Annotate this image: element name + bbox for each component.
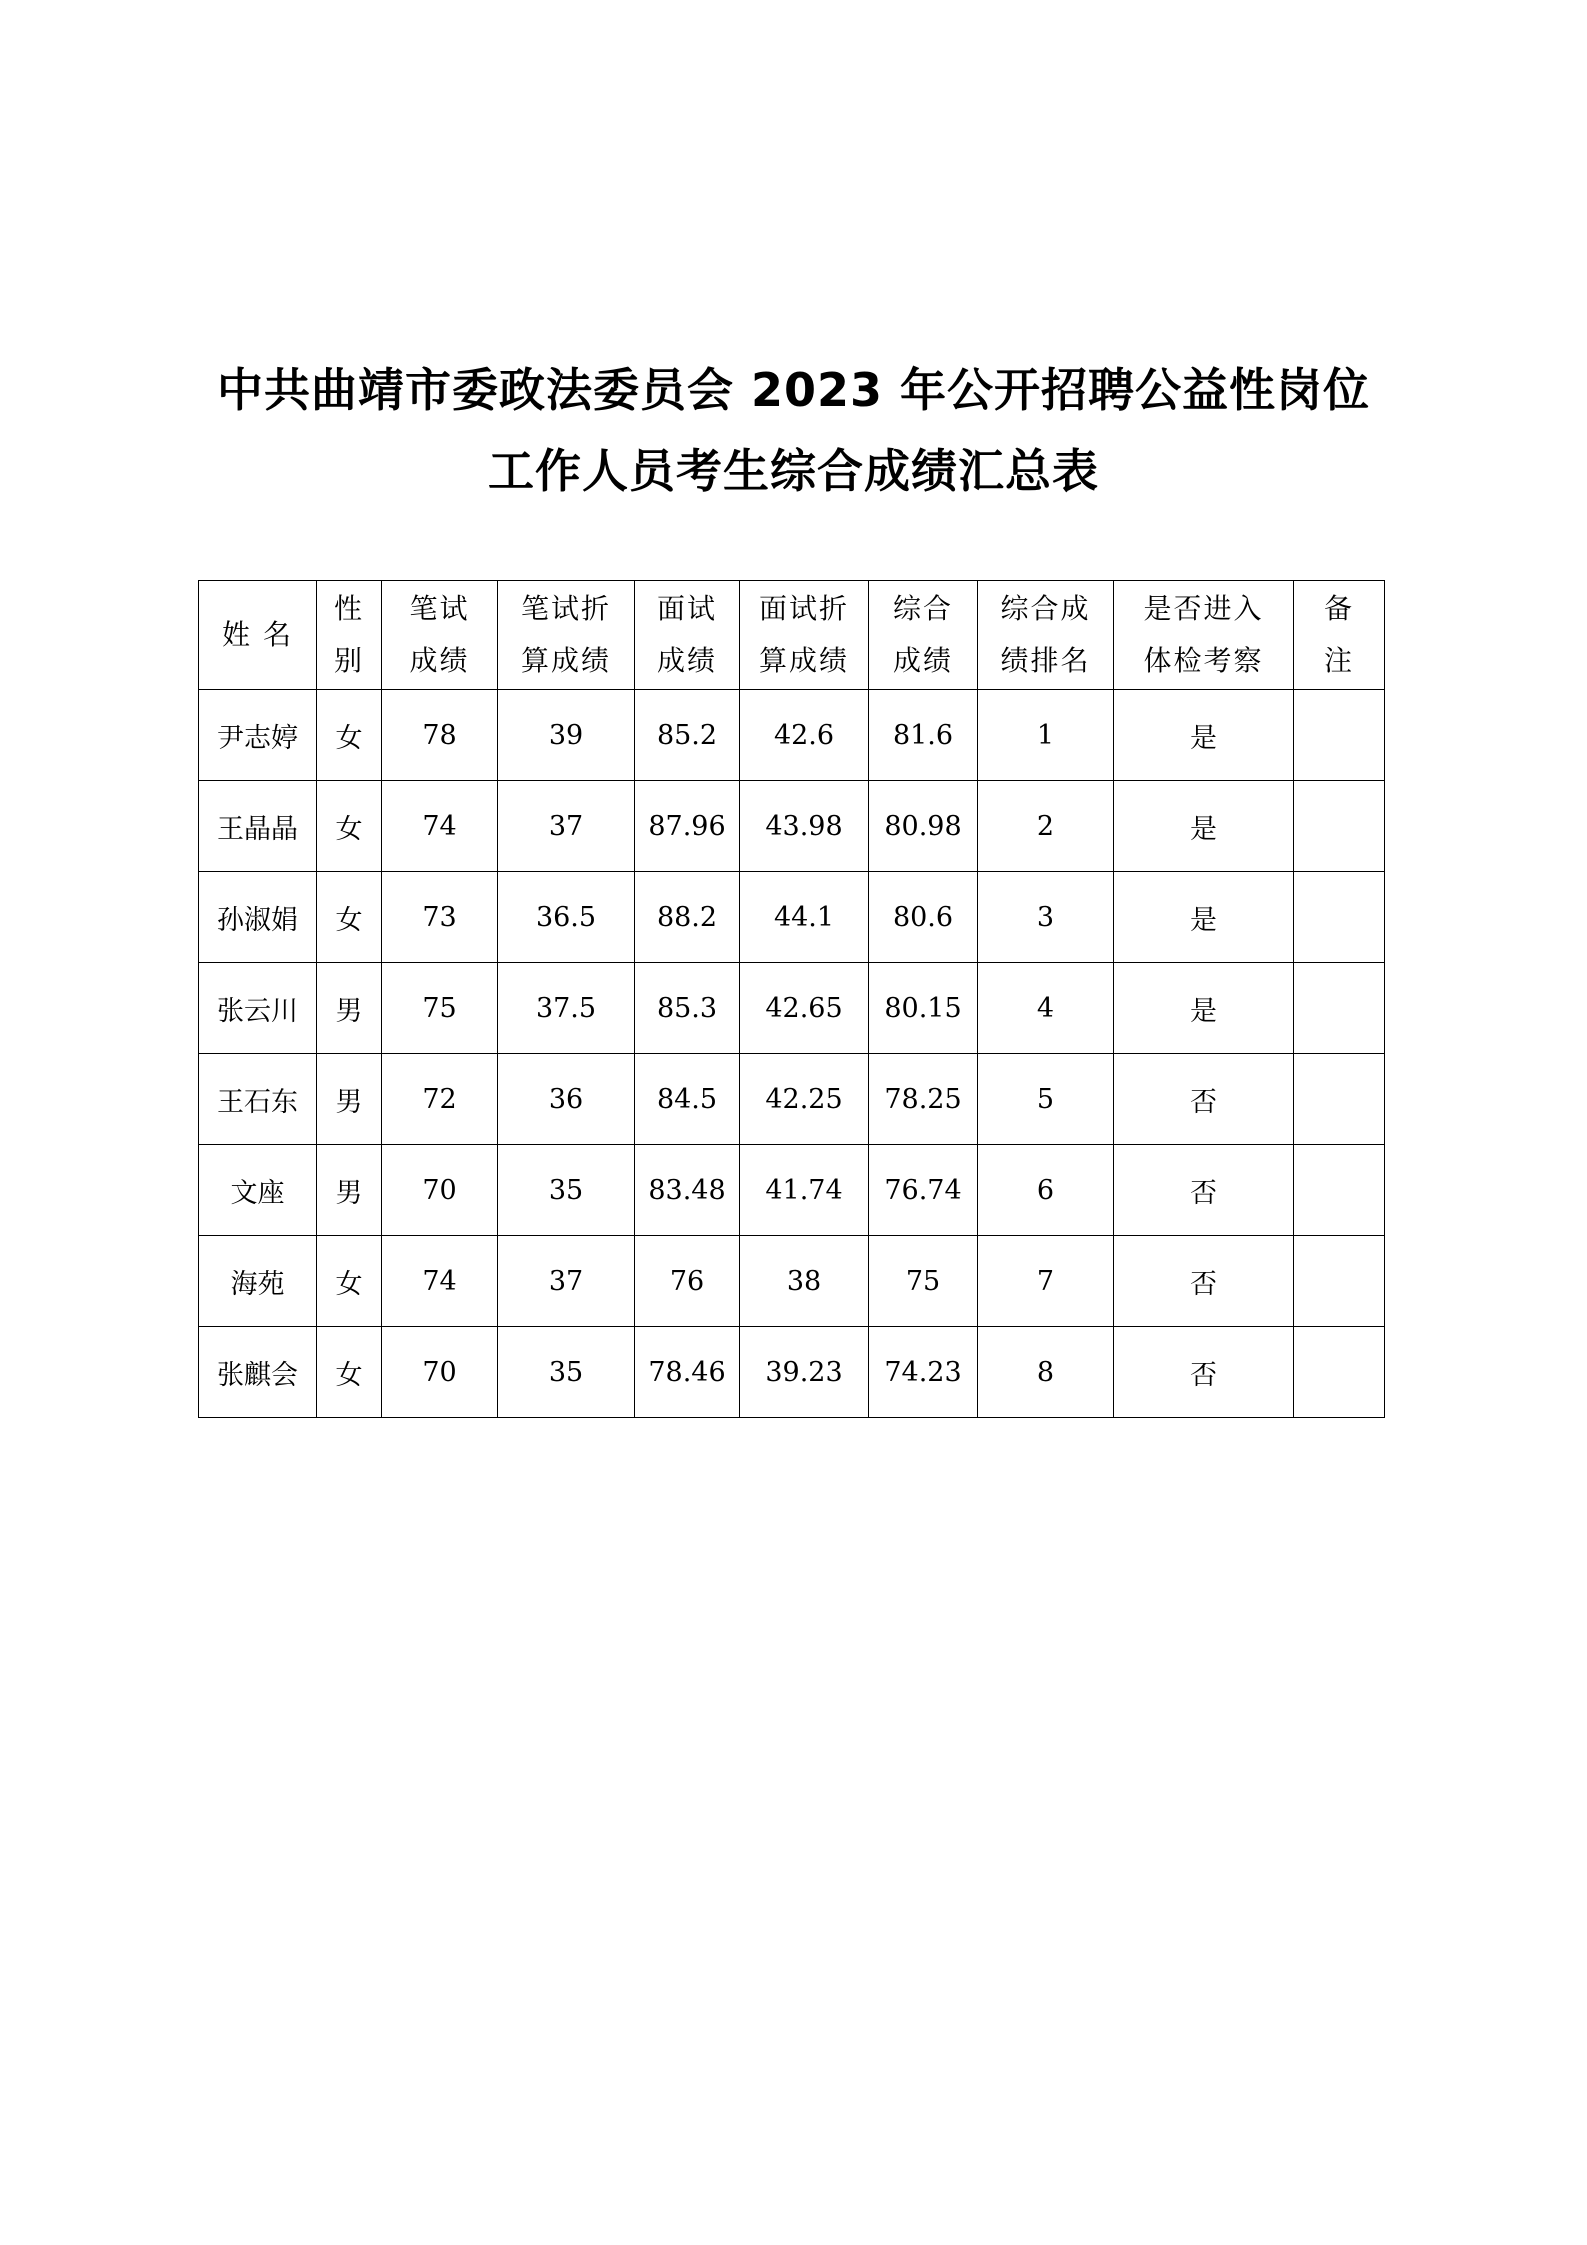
table-header-row (199, 581, 1385, 690)
header-remarks-line-2: 注 (1323, 644, 1354, 677)
remarks-cell (1294, 1054, 1385, 1145)
physical-exam-cell: 是 (1114, 963, 1294, 1054)
written-score-cell: 70 (382, 1145, 498, 1236)
total-score-cell: 80.98 (869, 781, 978, 872)
table-row (199, 690, 1385, 781)
candidate-name-cell: 张云川 (199, 963, 317, 1054)
interview-score-cell: 85.2 (635, 690, 740, 781)
header-written-score (382, 581, 498, 690)
total-score-cell: 78.25 (869, 1054, 978, 1145)
written-score-cell: 72 (382, 1054, 498, 1145)
header-remarks-line-1: 备 (1323, 592, 1354, 625)
gender-cell: 男 (317, 1054, 382, 1145)
remarks-cell (1294, 872, 1385, 963)
written-converted-cell: 39 (498, 690, 635, 781)
physical-exam-cell: 是 (1114, 781, 1294, 872)
written-converted-cell: 35 (498, 1327, 635, 1418)
header-gender (317, 581, 382, 690)
table-row (199, 1327, 1385, 1418)
table-row (199, 1145, 1385, 1236)
header-interview-converted (740, 581, 869, 690)
header-interview-score-line-1: 面试 (656, 592, 717, 625)
written-converted-cell: 37 (498, 1236, 635, 1327)
gender-cell: 男 (317, 963, 382, 1054)
interview-converted-cell: 42.25 (740, 1054, 869, 1145)
remarks-cell (1294, 1327, 1385, 1418)
header-remarks (1294, 581, 1385, 690)
header-gender-line-2: 别 (333, 644, 364, 677)
table-row (199, 872, 1385, 963)
header-written-converted (498, 581, 635, 690)
written-score-cell: 78 (382, 690, 498, 781)
interview-score-cell: 83.48 (635, 1145, 740, 1236)
candidate-name-cell: 王晶晶 (199, 781, 317, 872)
table-row (199, 1236, 1385, 1327)
header-rank (978, 581, 1114, 690)
gender-cell: 男 (317, 1145, 382, 1236)
written-converted-cell: 37 (498, 781, 635, 872)
rank-cell: 7 (978, 1236, 1114, 1327)
remarks-cell (1294, 690, 1385, 781)
interview-score-cell: 76 (635, 1236, 740, 1327)
gender-cell: 女 (317, 872, 382, 963)
rank-cell: 1 (978, 690, 1114, 781)
interview-converted-cell: 39.23 (740, 1327, 869, 1418)
interview-score-cell: 84.5 (635, 1054, 740, 1145)
interview-converted-cell: 42.6 (740, 690, 869, 781)
header-interview-score-line-2: 成绩 (656, 644, 717, 677)
header-written-converted-line-2: 算成绩 (520, 644, 611, 677)
candidate-name-cell: 尹志婷 (199, 690, 317, 781)
header-interview-converted-line-2: 算成绩 (758, 644, 849, 677)
total-score-cell: 80.6 (869, 872, 978, 963)
written-score-cell: 70 (382, 1327, 498, 1418)
interview-converted-cell: 42.65 (740, 963, 869, 1054)
header-total-score-line-2: 成绩 (892, 644, 953, 677)
written-score-cell: 74 (382, 781, 498, 872)
physical-exam-cell: 是 (1114, 872, 1294, 963)
interview-score-cell: 85.3 (635, 963, 740, 1054)
total-score-cell: 75 (869, 1236, 978, 1327)
written-score-cell: 75 (382, 963, 498, 1054)
header-written-score-line-2: 成绩 (409, 644, 470, 677)
rank-cell: 6 (978, 1145, 1114, 1236)
header-name-label: 姓 名 (222, 618, 293, 651)
rank-cell: 8 (978, 1327, 1114, 1418)
header-interview-score (635, 581, 740, 690)
interview-score-cell: 78.46 (635, 1327, 740, 1418)
written-converted-cell: 36 (498, 1054, 635, 1145)
physical-exam-cell: 否 (1114, 1145, 1294, 1236)
interview-converted-cell: 44.1 (740, 872, 869, 963)
total-score-cell: 81.6 (869, 690, 978, 781)
interview-converted-cell: 43.98 (740, 781, 869, 872)
header-interview-converted-line-1: 面试折 (758, 592, 849, 625)
header-physical-exam (1114, 581, 1294, 690)
document-title-line-1: 中共曲靖市委政法委员会 2023 年公开招聘公益性岗位 (216, 363, 1371, 417)
written-converted-cell: 35 (498, 1145, 635, 1236)
header-written-converted-line-1: 笔试折 (520, 592, 611, 625)
gender-cell: 女 (317, 1236, 382, 1327)
table-row (199, 963, 1385, 1054)
header-physical-exam-line-2: 体检考察 (1143, 644, 1264, 677)
gender-cell: 女 (317, 690, 382, 781)
candidate-name-cell: 孙淑娟 (199, 872, 317, 963)
table-row (199, 1054, 1385, 1145)
gender-cell: 女 (317, 1327, 382, 1418)
rank-cell: 3 (978, 872, 1114, 963)
candidate-name-cell: 文座 (199, 1145, 317, 1236)
written-score-cell: 74 (382, 1236, 498, 1327)
interview-converted-cell: 38 (740, 1236, 869, 1327)
table-row (199, 781, 1385, 872)
physical-exam-cell: 否 (1114, 1236, 1294, 1327)
header-gender-line-1: 性 (333, 592, 364, 625)
remarks-cell (1294, 781, 1385, 872)
gender-cell: 女 (317, 781, 382, 872)
rank-cell: 5 (978, 1054, 1114, 1145)
remarks-cell (1294, 963, 1385, 1054)
rank-cell: 4 (978, 963, 1114, 1054)
written-converted-cell: 36.5 (498, 872, 635, 963)
interview-score-cell: 88.2 (635, 872, 740, 963)
header-rank-line-2: 绩排名 (1000, 644, 1091, 677)
total-score-cell: 80.15 (869, 963, 978, 1054)
physical-exam-cell: 否 (1114, 1327, 1294, 1418)
header-name (199, 581, 317, 690)
physical-exam-cell: 是 (1114, 690, 1294, 781)
candidate-name-cell: 海苑 (199, 1236, 317, 1327)
candidate-name-cell: 张麒会 (199, 1327, 317, 1418)
interview-score-cell: 87.96 (635, 781, 740, 872)
scores-table (198, 580, 1385, 1418)
candidate-name-cell: 王石东 (199, 1054, 317, 1145)
interview-converted-cell: 41.74 (740, 1145, 869, 1236)
written-score-cell: 73 (382, 872, 498, 963)
remarks-cell (1294, 1236, 1385, 1327)
header-total-score (869, 581, 978, 690)
rank-cell: 2 (978, 781, 1114, 872)
header-written-score-line-1: 笔试 (409, 592, 470, 625)
table-body (199, 690, 1385, 1418)
physical-exam-cell: 否 (1114, 1054, 1294, 1145)
document-title-line-2: 工作人员考生综合成绩汇总表 (488, 444, 1099, 498)
header-physical-exam-line-1: 是否进入 (1143, 592, 1264, 625)
header-rank-line-1: 综合成 (1000, 592, 1091, 625)
written-converted-cell: 37.5 (498, 963, 635, 1054)
remarks-cell (1294, 1145, 1385, 1236)
header-total-score-line-1: 综合 (892, 592, 953, 625)
total-score-cell: 76.74 (869, 1145, 978, 1236)
total-score-cell: 74.23 (869, 1327, 978, 1418)
